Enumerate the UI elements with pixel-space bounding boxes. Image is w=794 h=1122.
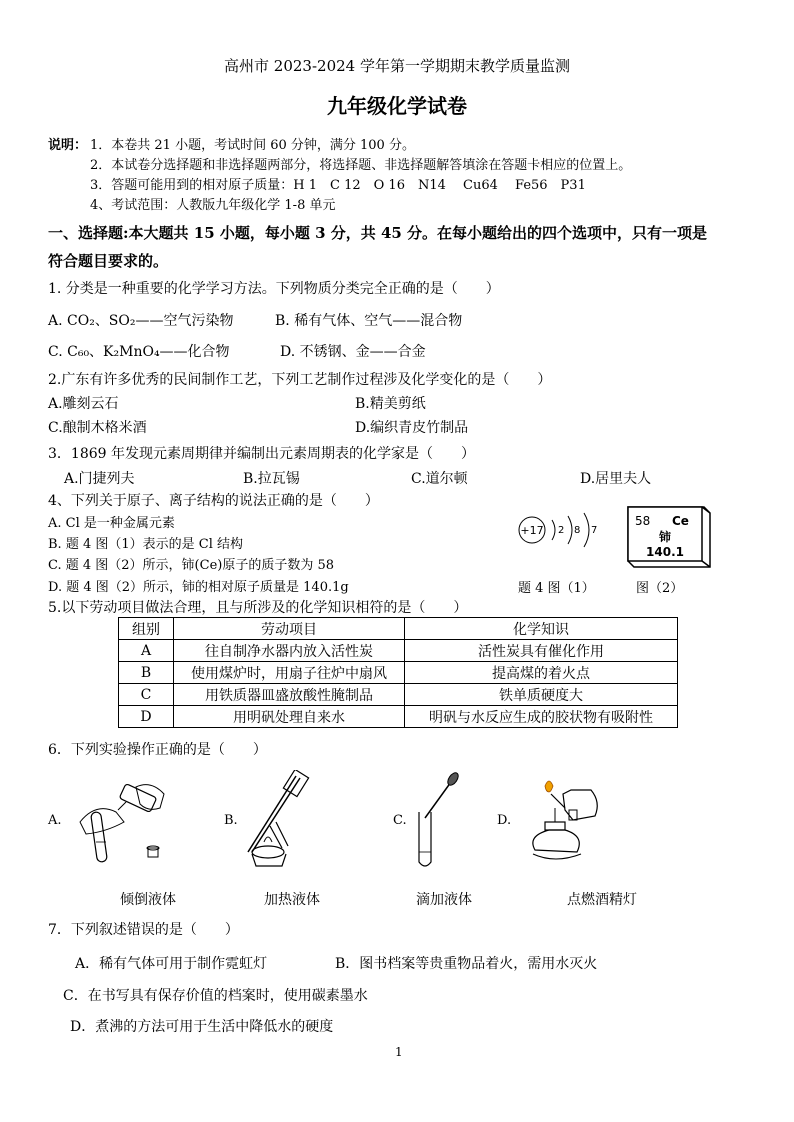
question-2-option-b: B.精美剪纸 bbox=[355, 396, 426, 412]
question-4-option-b: B. 题 4 图（1）表示的是 Cl 结构 bbox=[48, 537, 243, 552]
option-label-d: D. bbox=[497, 813, 512, 828]
question-3-stem: 3．1869 年发现元素周期律并编制出元素周期表的化学家是（ ） bbox=[48, 446, 475, 462]
section-heading-cont: 符合题目要求的。 bbox=[48, 252, 169, 270]
pouring-liquid-illustration bbox=[66, 772, 176, 868]
element-name: 铈 bbox=[658, 530, 672, 544]
question-3-option-b: B.拉瓦锡 bbox=[243, 471, 300, 487]
table-cell: 用明矾处理自来水 bbox=[174, 706, 405, 728]
table-cell: D bbox=[119, 706, 174, 728]
table-row bbox=[119, 662, 678, 684]
table-header-row bbox=[119, 618, 678, 640]
question-2-option-c: C.酿制木格米酒 bbox=[48, 420, 147, 436]
nucleus-charge: +17 bbox=[520, 524, 544, 537]
atom-structure-diagram bbox=[512, 508, 612, 552]
option-label-a: A. bbox=[48, 813, 62, 828]
table-cell: C bbox=[119, 684, 174, 706]
question-1-option-d: D. 不锈钢、金——合金 bbox=[280, 344, 426, 360]
option-label-b: B. bbox=[224, 813, 238, 828]
table-header: 劳动项目 bbox=[174, 618, 405, 640]
question-4-stem: 4、下列关于原子、离子结构的说法正确的是（ ） bbox=[48, 493, 379, 509]
note-item: 2．本试卷分选择题和非选择题两部分，将选择题、非选择题解答填涂在答题卡相应的位置上。 bbox=[90, 158, 632, 173]
note-item: 1．本卷共 21 小题，考试时间 60 分钟，满分 100 分。 bbox=[90, 138, 415, 153]
page-number: 1 bbox=[395, 1045, 403, 1059]
note-item: 3．答题可能用到的相对原子质量：H 1 C 12 O 16 N14 Cu64 Fe56 P31 bbox=[90, 178, 586, 193]
option-label-c: C. bbox=[393, 813, 407, 828]
table-row bbox=[119, 684, 678, 706]
table-cell: 用铁质器皿盛放酸性腌制品 bbox=[174, 684, 405, 706]
notes-label: 说明： bbox=[48, 138, 88, 153]
question-4-option-d: D. 题 4 图（2）所示，铈的相对原子质量是 140.1g bbox=[48, 580, 349, 595]
shell-3-electrons: 7 bbox=[591, 525, 598, 536]
image-d-caption: 点燃酒精灯 bbox=[567, 892, 637, 908]
heating-liquid-illustration bbox=[240, 770, 320, 870]
question-6-stem: 6．下列实验操作正确的是（ ） bbox=[48, 742, 267, 758]
question-2-option-d: D.编织青皮竹制品 bbox=[355, 420, 469, 436]
shell-2-electrons: 8 bbox=[574, 525, 581, 536]
image-c-caption: 滴加液体 bbox=[416, 892, 472, 908]
question-4-option-a: A. Cl 是一种金属元素 bbox=[48, 516, 175, 531]
question-4-option-c: C. 题 4 图（2）所示，铈(Ce)原子的质子数为 58 bbox=[48, 558, 335, 573]
element-cell-cerium bbox=[620, 505, 712, 569]
lighting-alcohol-lamp-illustration bbox=[515, 768, 605, 873]
atomic-mass: 140.1 bbox=[646, 545, 684, 559]
question-3-option-c: C.道尔顿 bbox=[411, 471, 468, 487]
question-1-stem: 1. 分类是一种重要的化学学习方法。下列物质分类完全正确的是（ ） bbox=[48, 281, 500, 297]
table-cell: 活性炭具有催化作用 bbox=[405, 640, 678, 662]
note-item: 4、考试范围：人教版九年级化学 1-8 单元 bbox=[90, 198, 336, 213]
dropping-liquid-illustration bbox=[405, 772, 465, 872]
image-a-caption: 倾倒液体 bbox=[120, 892, 176, 908]
section-heading: 一、选择题:本大题共 15 小题，每小题 3 分，共 45 分。在每小题给出的四个选项中，只有一项是 bbox=[48, 224, 708, 242]
table-row bbox=[119, 706, 678, 728]
question-2-stem: 2.广东有许多优秀的民间制作工艺，下列工艺制作过程涉及化学变化的是（ ） bbox=[48, 372, 552, 388]
table-cell: B bbox=[119, 662, 174, 684]
table-cell: 使用煤炉时，用扇子往炉中扇风 bbox=[174, 662, 405, 684]
table-header: 化学知识 bbox=[405, 618, 678, 640]
question-5-table bbox=[118, 617, 678, 728]
question-7-stem: 7．下列叙述错误的是（ ） bbox=[48, 922, 239, 938]
table-cell: 铁单质硬度大 bbox=[405, 684, 678, 706]
table-cell: 往自制净水器内放入活性炭 bbox=[174, 640, 405, 662]
element-symbol: Ce bbox=[672, 514, 689, 528]
question-2-option-a: A.雕刻云石 bbox=[48, 396, 119, 412]
atomic-number: 58 bbox=[635, 514, 651, 528]
question-1-option-c: C. C₆₀、K₂MnO₄——化合物 bbox=[48, 344, 230, 360]
question-3-option-d: D.居里夫人 bbox=[580, 471, 652, 487]
image-b-caption: 加热液体 bbox=[264, 892, 320, 908]
figure-2-caption: 图（2） bbox=[636, 581, 684, 596]
shell-1-electrons: 2 bbox=[558, 525, 565, 536]
table-header: 组别 bbox=[119, 618, 174, 640]
table-row bbox=[119, 640, 678, 662]
exam-title: 九年级化学试卷 bbox=[327, 94, 467, 118]
table-cell: A bbox=[119, 640, 174, 662]
question-1-option-a: A. CO₂、SO₂——空气污染物 bbox=[48, 313, 234, 329]
table-cell: 提高煤的着火点 bbox=[405, 662, 678, 684]
question-7-option-b: B．图书档案等贵重物品着火，需用水灭火 bbox=[335, 956, 598, 972]
question-7-option-a: A．稀有气体可用于制作霓虹灯 bbox=[75, 956, 268, 972]
question-5-stem: 5.以下劳动项目做法合理，且与所涉及的化学知识相符的是（ ） bbox=[48, 600, 468, 616]
figure-1-caption: 题 4 图（1） bbox=[518, 581, 595, 596]
question-7-option-c: C．在书写具有保存价值的档案时，使用碳素墨水 bbox=[63, 988, 368, 1004]
exam-header: 高州市 2023-2024 学年第一学期期末教学质量监测 bbox=[224, 57, 570, 75]
table-cell: 明矾与水反应生成的胶状物有吸附性 bbox=[405, 706, 678, 728]
question-1-option-b: B. 稀有气体、空气——混合物 bbox=[275, 313, 463, 329]
question-3-option-a: A.门捷列夫 bbox=[64, 471, 135, 487]
question-7-option-d: D．煮沸的方法可用于生活中降低水的硬度 bbox=[70, 1019, 334, 1035]
